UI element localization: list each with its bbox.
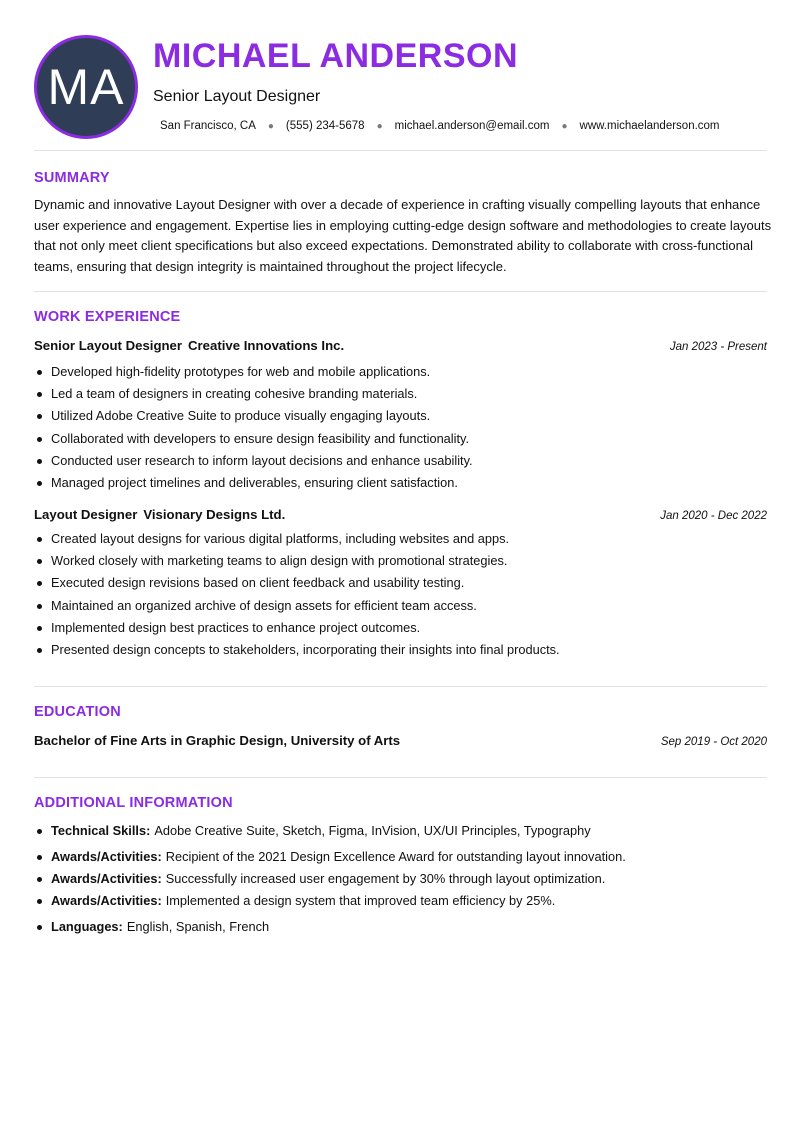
divider	[34, 291, 767, 292]
job-role: Senior Layout Designer	[34, 338, 183, 353]
education-degree: Bachelor of Fine Arts in Graphic Design, University of Arts	[34, 733, 401, 748]
list-item: Created layout designs for various digital platforms, including websites and apps.	[34, 528, 774, 550]
list-item: Conducted user research to inform layout decisions and enhance usability.	[34, 450, 774, 472]
list-item	[34, 893, 555, 908]
item-label: Awards/Activities:	[51, 893, 162, 908]
contact-location: San Francisco, CA	[160, 120, 256, 132]
summary-text: Dynamic and innovative Layout Designer with over a decade of experience in crafting visually compelling layouts that enhance user experience and engagement. Expertise lies in employing cutting-edge design software and methodologies to create layouts that not only meet client specifications but also exceed expectations. Demonstrated ability to collaborate with cross-functional teams, ensuring that design integrity is maintained throughout the project lifecycle.	[34, 197, 772, 274]
item-text: English, Spanish, French	[126, 919, 270, 934]
candidate-name: MICHAEL ANDERSON	[153, 37, 519, 75]
item-label: Awards/Activities:	[51, 849, 162, 864]
list-item: Implemented design best practices to enhance project outcomes.	[34, 617, 774, 639]
job-header	[34, 507, 767, 522]
job-role-line	[34, 338, 344, 353]
item-label: Technical Skills:	[51, 823, 151, 838]
additional-heading: ADDITIONAL INFORMATION	[34, 795, 233, 811]
job-dates: Jan 2020 - Dec 2022	[660, 510, 767, 522]
job-role-line	[34, 507, 285, 522]
summary-heading: SUMMARY	[34, 170, 110, 186]
contact-email[interactable]: michael.anderson@email.com	[394, 120, 550, 132]
list-item: Led a team of designers in creating cohesive branding materials.	[34, 383, 774, 405]
item-label: Languages:	[51, 919, 123, 934]
divider	[34, 777, 767, 778]
job-bullets	[34, 528, 774, 661]
candidate-title: Senior Layout Designer	[153, 88, 321, 105]
list-item	[34, 871, 605, 886]
avatar-initials: MA	[47, 59, 125, 115]
avatar	[34, 35, 138, 139]
item-text: Implemented a design system that improved team efficiency by 25%.	[165, 893, 556, 908]
list-item: Collaborated with developers to ensure design feasibility and functionality.	[34, 428, 774, 450]
list-item: Maintained an organized archive of design assets for efficient team access.	[34, 595, 774, 617]
job-company: Visionary Designs Ltd.	[143, 507, 286, 522]
list-item	[34, 919, 269, 934]
job-company: Creative Innovations Inc.	[188, 338, 345, 353]
job-dates: Jan 2023 - Present	[669, 341, 767, 353]
list-item: Managed project timelines and deliverables, ensuring client satisfaction.	[34, 472, 774, 494]
item-text: Recipient of the 2021 Design Excellence Award for outstanding layout innovation.	[165, 849, 626, 864]
separator-dot-icon: ●	[267, 120, 274, 132]
job-bullets	[34, 361, 774, 494]
list-item: Presented design concepts to stakeholders, incorporating their insights into final products.	[34, 639, 774, 661]
list-item: Utilized Adobe Creative Suite to produce visually engaging layouts.	[34, 405, 774, 427]
item-text: Adobe Creative Suite, Sketch, Figma, InVision, UX/UI Principles, Typography	[154, 823, 591, 838]
item-text: Successfully increased user engagement by 30% through layout optimization.	[165, 871, 606, 886]
job-role: Layout Designer	[34, 507, 138, 522]
list-item: Developed high-fidelity prototypes for web and mobile applications.	[34, 361, 774, 383]
contact-phone: (555) 234-5678	[285, 120, 365, 132]
divider	[34, 686, 767, 687]
list-item: Executed design revisions based on client feedback and usability testing.	[34, 572, 774, 594]
list-item	[34, 823, 591, 838]
education-dates: Sep 2019 - Oct 2020	[660, 736, 767, 748]
list-item	[34, 849, 626, 864]
divider	[34, 150, 767, 151]
separator-dot-icon: ●	[376, 120, 383, 132]
list-item: Worked closely with marketing teams to align design with promotional strategies.	[34, 550, 774, 572]
item-label: Awards/Activities:	[51, 871, 162, 886]
contact-row	[160, 120, 720, 132]
contact-website[interactable]: www.michaelanderson.com	[579, 120, 720, 132]
experience-heading: WORK EXPERIENCE	[34, 309, 181, 325]
education-heading: EDUCATION	[34, 704, 121, 720]
education-entry	[34, 733, 767, 748]
separator-dot-icon: ●	[561, 120, 568, 132]
job-header	[34, 338, 767, 353]
